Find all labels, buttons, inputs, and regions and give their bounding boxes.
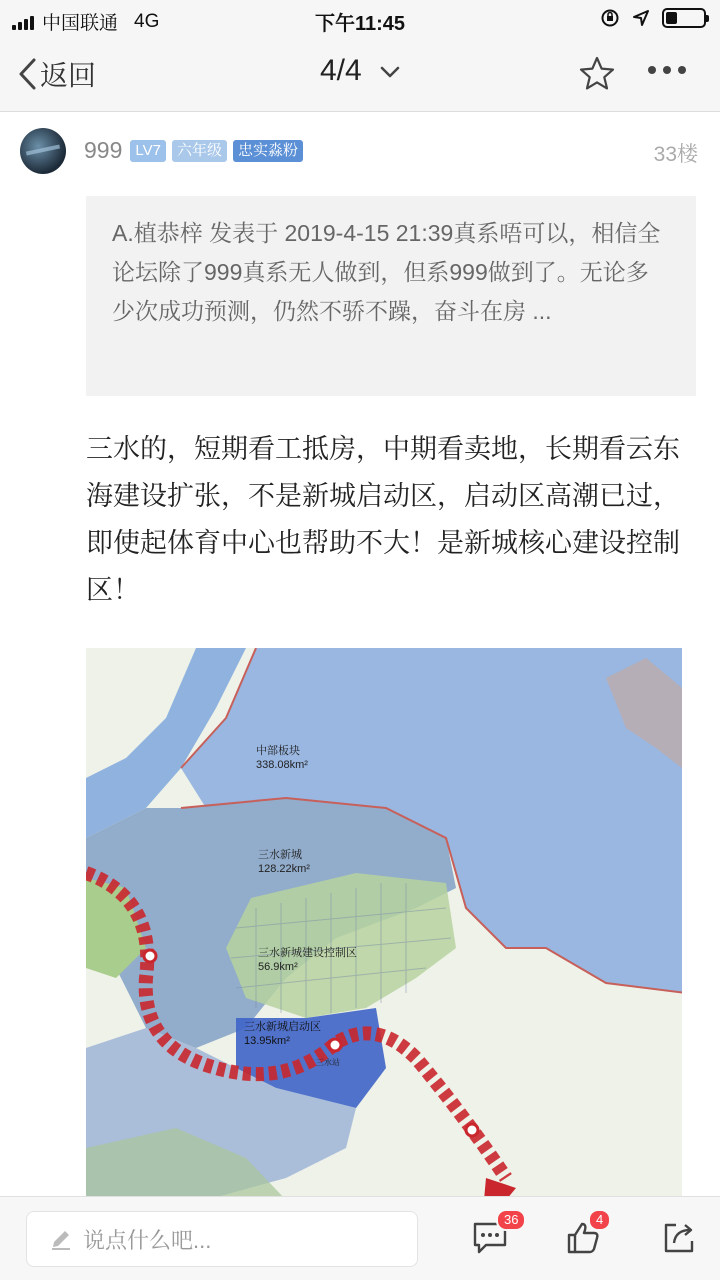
nav-bar [0,36,720,112]
comment-count-badge: 36 [496,1209,526,1231]
map-label-control-area: 56.9km² [258,961,298,973]
map-label-control [258,946,357,974]
pencil-icon [49,1227,73,1251]
map-label-central-name: 中部板块 [256,745,300,757]
status-time: 下午11:45 [314,13,406,35]
bottom-bar [0,1196,720,1280]
comment-placeholder: 说点什么吧... [83,1227,212,1253]
location-icon [632,9,650,27]
map-label-control-name: 三水新城建设控制区 [258,947,357,959]
star-icon[interactable] [578,55,616,93]
map-label-station: 三水站 [316,1058,340,1067]
level-badge: LV7 [130,140,166,162]
grade-badge: 六年级 [172,140,227,162]
post-body: 三水的，短期看工抵房，中期看卖地，长期看云东海建设扩张，不是新城启动区，启动区高潮已过，即使起体育中心也帮助不大！是新城核心建设控制区！ [86,434,680,605]
floor-number: 33楼 [653,143,698,166]
like-count-badge: 4 [588,1209,611,1231]
map-label-startup [244,1020,321,1048]
map-label-newcity [258,848,310,876]
battery-icon [662,8,706,28]
avatar[interactable] [20,128,66,174]
quoted-post[interactable]: A.植恭梓 发表于 2019-4-15 21:39真系唔可以，相信全论坛除了999真系无人做到，但系999做到了。无论多少次成功预测，仍然不骄不躁，奋斗在房 ... [86,196,696,396]
more-icon[interactable] [648,66,686,74]
map-label-newcity-area: 128.22km² [258,863,310,875]
status-bar [0,0,720,36]
post-image-map[interactable] [86,648,682,1200]
rotation-lock-icon [600,8,620,28]
map-label-startup-area: 13.95km² [244,1035,290,1047]
share-button[interactable] [662,1221,696,1260]
back-label: 返回 [40,60,97,91]
network-label: 4G [134,10,160,32]
comment-input[interactable] [26,1211,418,1267]
map-label-central [256,744,308,772]
map-graphic [86,648,682,1200]
map-label-newcity-name: 三水新城 [258,849,302,861]
carrier-label: 中国联通 [42,13,119,34]
fan-badge: 忠实淼粉 [233,140,303,162]
chevron-down-icon [380,65,400,79]
username[interactable]: 999 [84,137,123,163]
user-info [84,137,303,164]
map-label-startup-name: 三水新城启动区 [244,1021,321,1033]
map-label-central-area: 338.08km² [256,759,308,771]
page-indicator: 4/4 [319,54,362,87]
share-icon [662,1221,696,1255]
